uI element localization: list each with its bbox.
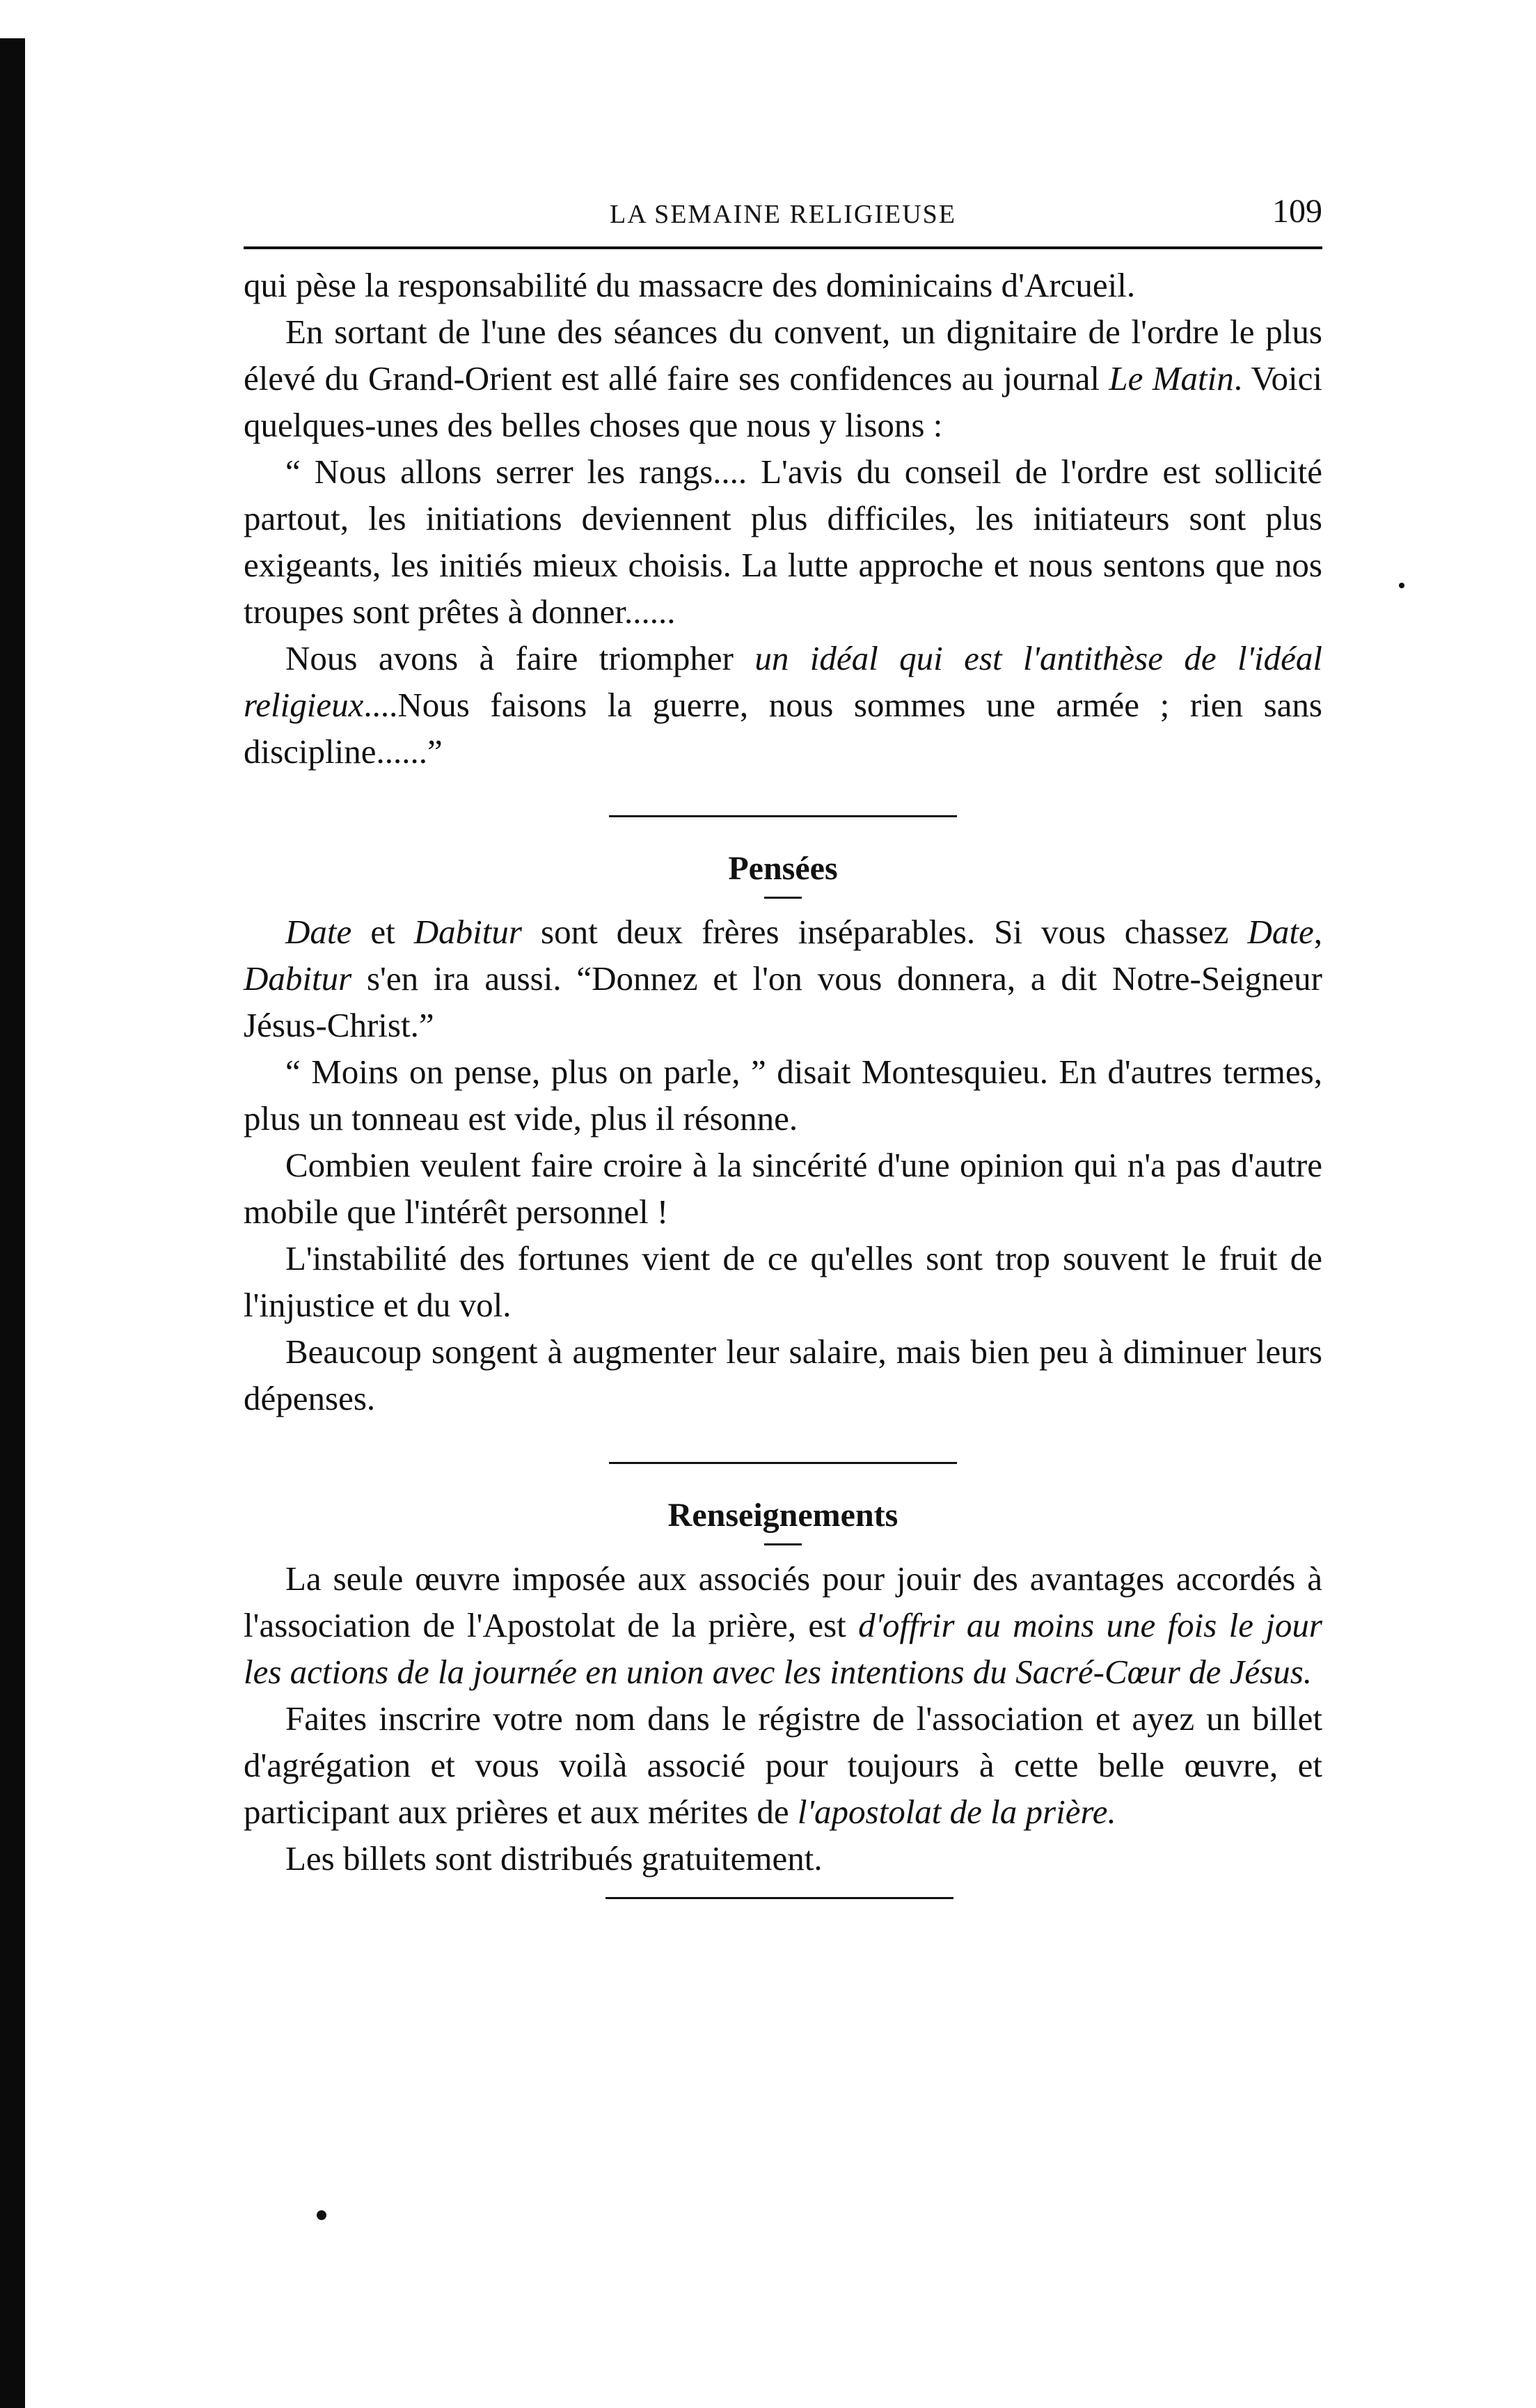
running-title: LA SEMAINE RELIGIEUSE (610, 200, 956, 229)
renseignements-paragraph-2 (244, 1695, 1322, 1835)
intro-paragraph-2 (244, 308, 1322, 448)
quote-paragraph-2-start: Nous avons à faire triompher (285, 639, 734, 677)
page-number: 109 (1272, 193, 1322, 230)
pensees-paragraph-4: L'instabilité des fortunes vient de ce qu'elles sont trop souvent le fruit de l'injustice et du vol. (244, 1239, 1322, 1324)
pensees-title-dash (764, 897, 802, 899)
journal-name: Le Matin (1109, 359, 1234, 398)
pensees-p1-part4: s'en ira aussi. “Donnez et l'on vous donnera, a dit Notre-Seigneur Jésus-Christ.” (244, 959, 1322, 1044)
intro-paragraph-1: qui pèse la responsabilité du massacre des dominicains d'Arcueil. (244, 266, 1136, 304)
intro-paragraph-2-end: . Voici quelques-unes des belles choses que nous y lisons : (244, 359, 1323, 444)
header-rule (244, 246, 1322, 249)
renseignements-title: Renseignements (667, 1497, 898, 1534)
ink-speck (317, 2210, 326, 2220)
dabitur-word-2: Dabitur (244, 959, 352, 998)
section-divider-2 (609, 1462, 957, 1464)
renseignements-p1-plain: La seule œuvre imposée aux associés pour jouir des avantages accordés à l'association de l'Apostolat de la prière, est (244, 1559, 1322, 1644)
pensees-paragraph-3: Combien veulent faire croire à la sincérité d'une opinion qui n'a pas d'autre mobile que l'intérêt personnel ! (244, 1146, 1322, 1231)
renseignements-paragraph-1 (244, 1555, 1322, 1695)
quote-paragraph-1: “ Nous allons serrer les rangs.... L'avis du conseil de l'ordre est sollicité partout, les initiations deviennent plus difficiles, les initiateurs sont plus exigeants, les initiés mieux choisis. La lutte approche et nous sentons que nos troupes sont prêtes à donner...... (244, 453, 1322, 631)
pensees-p1-part3: , (1313, 913, 1322, 951)
renseignements-section (244, 1495, 1322, 1882)
intro-paragraph-2-text: En sortant de l'une des séances du convent, un dignitaire de l'ordre le plus élevé du Grand-Orient est allé faire ses confidences au journal (244, 313, 1322, 398)
date-word-2: Date (1247, 913, 1314, 951)
page (244, 188, 1322, 1899)
renseignements-paragraph-3: Les billets sont distribués gratuitement. (285, 1839, 823, 1878)
intro-section (244, 262, 1322, 775)
renseignements-p1-italic: d'offrir au moins une fois le jour les actions de la journée en union avec les intentions du Sacré-Cœur de Jésus. (244, 1606, 1323, 1691)
renseignements-p2-italic: l'apostolat de la prière. (797, 1793, 1116, 1831)
section-divider-1 (609, 815, 957, 817)
ink-speck (1399, 583, 1404, 588)
pensees-section (244, 848, 1322, 1422)
pensees-p1-part1: et (351, 913, 414, 951)
quote-paragraph-2 (244, 635, 1322, 775)
pensees-paragraph-2: “ Moins on pense, plus on parle, ” disait Montesquieu. En d'autres termes, plus un tonneau est vide, plus il résonne. (244, 1053, 1322, 1138)
pensees-paragraph-5: Beaucoup songent à augmenter leur salaire, mais bien peu à diminuer leurs dépenses. (244, 1332, 1322, 1417)
pensees-paragraph-1 (244, 908, 1322, 1048)
closing-rule (605, 1897, 953, 1899)
date-word: Date (285, 913, 352, 951)
dabitur-word: Dabitur (413, 913, 522, 951)
binding-shadow (0, 38, 25, 2408)
quote-paragraph-2-end: ....Nous faisons la guerre, nous sommes une armée ; rien sans discipline......” (244, 686, 1322, 771)
pensees-title: Pensées (728, 850, 838, 887)
running-head (244, 188, 1322, 237)
renseignements-p2-plain: Faites inscrire votre nom dans le régistre de l'association et ayez un billet d'agrégation et vous voilà associé pour toujours à cette belle œuvre, et participant aux prières et aux mérites de (244, 1699, 1322, 1831)
quote-italic-phrase: un idéal qui est l'antithèse de l'idéal religieux (244, 639, 1323, 724)
pensees-p1-part2: sont deux frères inséparables. Si vous chassez (521, 913, 1248, 951)
renseignements-title-dash (764, 1543, 802, 1545)
